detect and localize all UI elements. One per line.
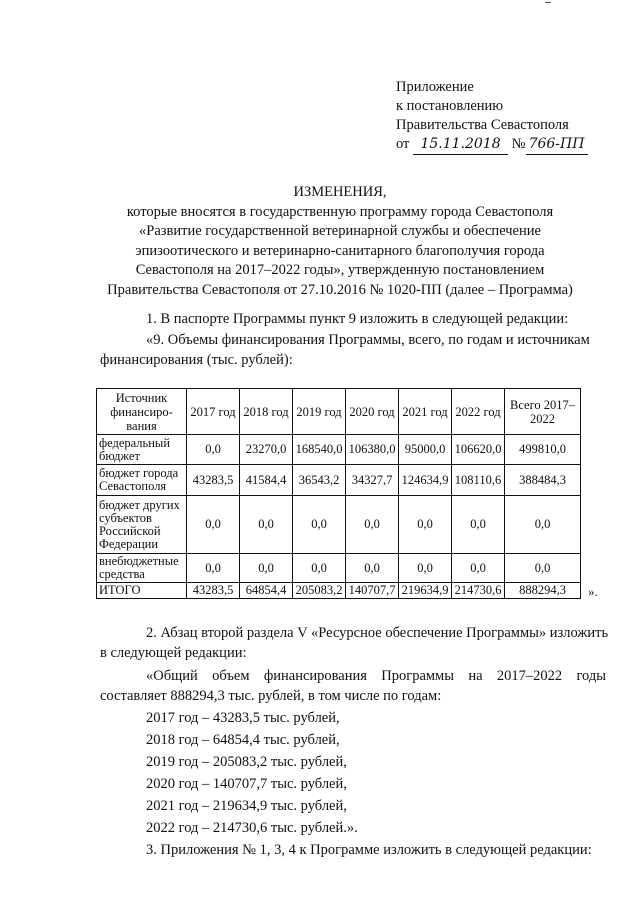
cell: 214730,6	[452, 583, 505, 599]
appendix-line-3: Правительства Севастополя	[396, 117, 569, 133]
cell: 43283,5	[187, 583, 240, 599]
number-label: №	[511, 136, 526, 152]
table-row	[97, 435, 581, 465]
year-line: 2018 год – 64854,4 тыс. рублей,	[146, 732, 340, 748]
cell: 888294,3	[505, 583, 581, 599]
title-line-3: эпизоотического и ветеринарно-санитарного благополучия города	[135, 242, 545, 259]
cell: 64854,4	[240, 583, 293, 599]
item2-quote-line-2: составляет 888294,3 тыс. рублей, в том числе по годам:	[100, 688, 442, 704]
cell: 124634,9	[399, 465, 452, 496]
cell: 205083,2	[293, 583, 346, 599]
title-line-5: Правительства Севастополя от 27.10.2016 № 1020-ПП (далее – Программа)	[107, 281, 573, 298]
cell: 36543,2	[293, 465, 346, 496]
year-line: 2017 год – 43283,5 тыс. рублей,	[146, 710, 340, 726]
item1-quote-line-1: «9. Объемы финансирования Программы, всего, по годам и источникам	[146, 332, 590, 348]
cell: 388484,3	[505, 465, 581, 496]
scan-mark	[545, 2, 551, 3]
table-row-total	[97, 583, 581, 599]
item3-text: 3. Приложения № 1, 3, 4 к Программе изложить в следующей редакции:	[146, 842, 592, 858]
cell: 0,0	[505, 496, 581, 554]
header-2019: 2019 год	[293, 389, 346, 435]
cell: 140707,7	[346, 583, 399, 599]
header-2017: 2017 год	[187, 389, 240, 435]
item1-quote-line-2: финансирования (тыс. рублей):	[100, 352, 293, 368]
title-block	[60, 183, 620, 300]
title-line-4: Севастополя на 2017–2022 годы», утвержденную постановлением	[135, 262, 545, 278]
decree-date: 15.11.2018	[413, 135, 508, 155]
cell: 0,0	[505, 554, 581, 583]
cell: 0,0	[293, 496, 346, 554]
header-2022: 2022 год	[452, 389, 505, 435]
title-line-2: «Развитие государственной ветеринарной службы и обеспечение	[139, 223, 541, 239]
item2-line-2: в следующей редакции:	[100, 645, 247, 661]
header-source: Источник финансиро-вания	[97, 389, 187, 435]
cell: 34327,7	[346, 465, 399, 496]
title-line-1: которые вносятся в государственную программу города Севастополя	[126, 203, 554, 220]
cell: 23270,0	[240, 435, 293, 465]
cell: 0,0	[187, 435, 240, 465]
row-source: бюджет города Севастополя	[97, 465, 187, 496]
decree-number: 766-ПП	[526, 135, 588, 155]
row-source: внебюджетные средства	[97, 554, 187, 583]
cell: 106380,0	[346, 435, 399, 465]
cell: 95000,0	[399, 435, 452, 465]
appendix-block	[396, 78, 588, 155]
cell: 219634,9	[399, 583, 452, 599]
year-line: 2022 год – 214730,6 тыс. рублей.».	[146, 820, 358, 836]
cell: 0,0	[346, 496, 399, 554]
item2-quote-line-1: «Общий объем финансирования Программы на 2017–2022 годы	[146, 668, 606, 684]
year-line: 2021 год – 219634,9 тыс. рублей,	[146, 798, 347, 814]
cell: 43283,5	[187, 465, 240, 496]
table-row	[97, 465, 581, 496]
header-2020: 2020 год	[346, 389, 399, 435]
header-2018: 2018 год	[240, 389, 293, 435]
financing-table-wrap	[96, 388, 581, 599]
appendix-line-2: к постановлению	[396, 98, 504, 114]
table-closing-quote: ».	[588, 584, 598, 599]
cell: 0,0	[240, 496, 293, 554]
appendix-line-1: Приложение	[396, 79, 474, 95]
row-source: ИТОГО	[97, 583, 187, 599]
table-header-row	[97, 389, 581, 435]
cell: 0,0	[399, 496, 452, 554]
year-line: 2020 год – 140707,7 тыс. рублей,	[146, 776, 347, 792]
cell: 0,0	[240, 554, 293, 583]
item2-line-1: 2. Абзац второй раздела V «Ресурсное обеспечение Программы» изложить	[146, 625, 609, 641]
row-source: бюджет других субъектов Российской Федерации	[97, 496, 187, 554]
header-2021: 2021 год	[399, 389, 452, 435]
title-heading: ИЗМЕНЕНИЯ,	[293, 184, 387, 200]
cell: 0,0	[346, 554, 399, 583]
cell: 0,0	[187, 554, 240, 583]
year-line: 2019 год – 205083,2 тыс. рублей,	[146, 754, 347, 770]
header-total: Всего 2017–2022	[505, 389, 581, 435]
table-row	[97, 496, 581, 554]
cell: 0,0	[452, 496, 505, 554]
item1-text: 1. В паспорте Программы пункт 9 изложить в следующей редакции:	[146, 311, 569, 327]
cell: 108110,6	[452, 465, 505, 496]
row-source: федеральный бюджет	[97, 435, 187, 465]
cell: 41584,4	[240, 465, 293, 496]
table-row	[97, 554, 581, 583]
cell: 168540,0	[293, 435, 346, 465]
financing-table	[96, 388, 581, 599]
cell: 106620,0	[452, 435, 505, 465]
cell: 0,0	[399, 554, 452, 583]
cell: 0,0	[452, 554, 505, 583]
cell: 0,0	[293, 554, 346, 583]
cell: 499810,0	[505, 435, 581, 465]
cell: 0,0	[187, 496, 240, 554]
appendix-line-4	[396, 135, 588, 155]
from-label: от	[396, 136, 410, 152]
